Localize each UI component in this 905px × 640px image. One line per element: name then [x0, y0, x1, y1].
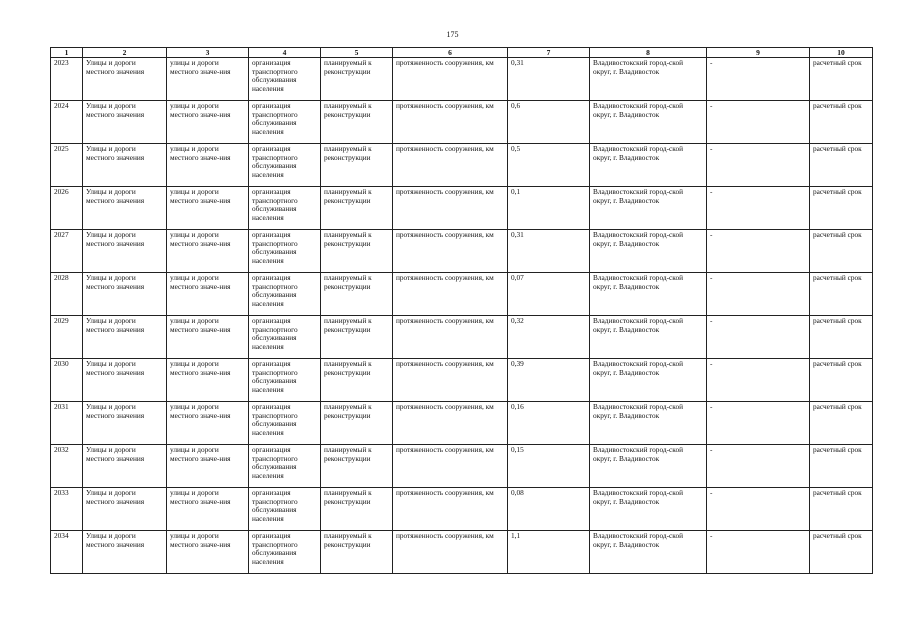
table-cell: - — [707, 144, 810, 187]
table-cell: 0,6 — [508, 101, 590, 144]
table-cell: планируемый к реконструкции — [321, 531, 393, 574]
table-cell: улицы и дороги местного значе-ния — [167, 187, 249, 230]
table-cell: расчетный срок — [810, 488, 873, 531]
table-cell: улицы и дороги местного значе-ния — [167, 101, 249, 144]
table-cell: улицы и дороги местного значе-ния — [167, 445, 249, 488]
column-header-9: 9 — [707, 48, 810, 58]
table-cell: - — [707, 230, 810, 273]
table-cell: организация транспортного обслуживания населения — [249, 402, 321, 445]
table-cell: улицы и дороги местного значе-ния — [167, 316, 249, 359]
page-number: 175 — [446, 30, 459, 39]
table-cell: 2033 — [51, 488, 83, 531]
table-cell: 1,1 — [508, 531, 590, 574]
table-cell: улицы и дороги местного значе-ния — [167, 144, 249, 187]
table-cell: 2026 — [51, 187, 83, 230]
table-row — [51, 445, 873, 488]
table-cell: организация транспортного обслуживания населения — [249, 58, 321, 101]
table-cell: - — [707, 273, 810, 316]
table-cell: планируемый к реконструкции — [321, 402, 393, 445]
table-cell: - — [707, 316, 810, 359]
table-cell: протяженность сооружения, км — [393, 58, 508, 101]
table-cell: Владивостокский город-ской округ, г. Владивосток — [590, 144, 707, 187]
table-cell: Улицы и дороги местного значения — [83, 402, 167, 445]
table-cell: организация транспортного обслуживания населения — [249, 187, 321, 230]
table-cell: 0,31 — [508, 58, 590, 101]
column-header-8: 8 — [590, 48, 707, 58]
column-header-2: 2 — [83, 48, 167, 58]
table-row — [51, 359, 873, 402]
table-cell: расчетный срок — [810, 144, 873, 187]
table-cell: - — [707, 531, 810, 574]
table-row — [51, 187, 873, 230]
column-header-4: 4 — [249, 48, 321, 58]
table-cell: Владивостокский город-ской округ, г. Владивосток — [590, 273, 707, 316]
table-cell: - — [707, 488, 810, 531]
table-cell: Улицы и дороги местного значения — [83, 230, 167, 273]
table-cell: протяженность сооружения, км — [393, 230, 508, 273]
table-cell: планируемый к реконструкции — [321, 273, 393, 316]
table-cell: расчетный срок — [810, 402, 873, 445]
table-cell: Владивостокский город-ской округ, г. Владивосток — [590, 402, 707, 445]
table-cell: протяженность сооружения, км — [393, 101, 508, 144]
table-cell: организация транспортного обслуживания населения — [249, 359, 321, 402]
table-cell: протяженность сооружения, км — [393, 359, 508, 402]
table-cell: расчетный срок — [810, 273, 873, 316]
table-cell: протяженность сооружения, км — [393, 187, 508, 230]
table-cell: расчетный срок — [810, 359, 873, 402]
table-cell: расчетный срок — [810, 531, 873, 574]
table-cell: организация транспортного обслуживания населения — [249, 531, 321, 574]
table-cell: улицы и дороги местного значе-ния — [167, 273, 249, 316]
table-cell: - — [707, 359, 810, 402]
table-cell: Улицы и дороги местного значения — [83, 531, 167, 574]
table-cell: Улицы и дороги местного значения — [83, 58, 167, 101]
table-cell: Владивостокский город-ской округ, г. Владивосток — [590, 488, 707, 531]
table-cell: Владивостокский город-ской округ, г. Владивосток — [590, 445, 707, 488]
table-cell: планируемый к реконструкции — [321, 316, 393, 359]
table-cell: протяженность сооружения, км — [393, 316, 508, 359]
table-cell: Владивостокский город-ской округ, г. Владивосток — [590, 359, 707, 402]
table-cell: - — [707, 445, 810, 488]
table-row — [51, 488, 873, 531]
table-cell: организация транспортного обслуживания населения — [249, 230, 321, 273]
infrastructure-table — [50, 47, 873, 574]
table-cell: Улицы и дороги местного значения — [83, 488, 167, 531]
table-cell: 2027 — [51, 230, 83, 273]
table-cell: Владивостокский город-ской округ, г. Владивосток — [590, 316, 707, 359]
table-cell: организация транспортного обслуживания населения — [249, 316, 321, 359]
table-cell: Владивостокский город-ской округ, г. Владивосток — [590, 230, 707, 273]
table-row — [51, 531, 873, 574]
table-cell: 2024 — [51, 101, 83, 144]
table-body — [51, 58, 873, 574]
table-row — [51, 316, 873, 359]
table-cell: планируемый к реконструкции — [321, 488, 393, 531]
table-cell: расчетный срок — [810, 101, 873, 144]
table-cell: протяженность сооружения, км — [393, 445, 508, 488]
column-header-7: 7 — [508, 48, 590, 58]
table-cell: организация транспортного обслуживания населения — [249, 101, 321, 144]
table-cell: 2025 — [51, 144, 83, 187]
table-cell: 0,39 — [508, 359, 590, 402]
table-cell: 0,1 — [508, 187, 590, 230]
column-header-10: 10 — [810, 48, 873, 58]
table-cell: Улицы и дороги местного значения — [83, 316, 167, 359]
table-cell: 0,32 — [508, 316, 590, 359]
table-cell: протяженность сооружения, км — [393, 273, 508, 316]
table-cell: расчетный срок — [810, 445, 873, 488]
table-cell: - — [707, 58, 810, 101]
table-cell: Улицы и дороги местного значения — [83, 144, 167, 187]
table-cell: протяженность сооружения, км — [393, 531, 508, 574]
table-cell: планируемый к реконструкции — [321, 101, 393, 144]
table-cell: улицы и дороги местного значе-ния — [167, 58, 249, 101]
header-row — [51, 48, 873, 58]
column-header-5: 5 — [321, 48, 393, 58]
table-cell: Улицы и дороги местного значения — [83, 445, 167, 488]
table-cell: расчетный срок — [810, 316, 873, 359]
table-cell: расчетный срок — [810, 58, 873, 101]
table-cell: Улицы и дороги местного значения — [83, 359, 167, 402]
table-row — [51, 58, 873, 101]
table-cell: протяженность сооружения, км — [393, 144, 508, 187]
table-row — [51, 144, 873, 187]
table-cell: 2023 — [51, 58, 83, 101]
table-row — [51, 273, 873, 316]
table-cell: Улицы и дороги местного значения — [83, 273, 167, 316]
table-cell: организация транспортного обслуживания населения — [249, 144, 321, 187]
table-cell: 0,16 — [508, 402, 590, 445]
table-row — [51, 101, 873, 144]
table-cell: улицы и дороги местного значе-ния — [167, 531, 249, 574]
table-cell: 2031 — [51, 402, 83, 445]
table-cell: 2032 — [51, 445, 83, 488]
table-cell: 2030 — [51, 359, 83, 402]
table-cell: 0,07 — [508, 273, 590, 316]
table-cell: планируемый к реконструкции — [321, 359, 393, 402]
table-row — [51, 230, 873, 273]
table-cell: 2028 — [51, 273, 83, 316]
table-cell: улицы и дороги местного значе-ния — [167, 402, 249, 445]
table-cell: - — [707, 101, 810, 144]
table-cell: организация транспортного обслуживания населения — [249, 488, 321, 531]
table-cell: планируемый к реконструкции — [321, 230, 393, 273]
table-cell: Владивостокский город-ской округ, г. Владивосток — [590, 531, 707, 574]
table-cell: планируемый к реконструкции — [321, 445, 393, 488]
table-cell: Владивостокский город-ской округ, г. Владивосток — [590, 101, 707, 144]
table-cell: улицы и дороги местного значе-ния — [167, 488, 249, 531]
table-cell: планируемый к реконструкции — [321, 187, 393, 230]
table-cell: организация транспортного обслуживания населения — [249, 273, 321, 316]
table-cell: планируемый к реконструкции — [321, 144, 393, 187]
table-cell: 2034 — [51, 531, 83, 574]
table-cell: Владивостокский город-ской округ, г. Владивосток — [590, 187, 707, 230]
table-cell: 2029 — [51, 316, 83, 359]
table-cell: 0,5 — [508, 144, 590, 187]
table-cell: - — [707, 187, 810, 230]
table-cell: планируемый к реконструкции — [321, 58, 393, 101]
table-row — [51, 402, 873, 445]
table-cell: улицы и дороги местного значе-ния — [167, 230, 249, 273]
table-cell: 0,08 — [508, 488, 590, 531]
column-header-6: 6 — [393, 48, 508, 58]
table-cell: Улицы и дороги местного значения — [83, 187, 167, 230]
column-header-1: 1 — [51, 48, 83, 58]
table-cell: - — [707, 402, 810, 445]
table-cell: 0,31 — [508, 230, 590, 273]
table-cell: протяженность сооружения, км — [393, 488, 508, 531]
table-cell: расчетный срок — [810, 230, 873, 273]
table-cell: расчетный срок — [810, 187, 873, 230]
table-cell: улицы и дороги местного значе-ния — [167, 359, 249, 402]
table-cell: Владивостокский город-ской округ, г. Владивосток — [590, 58, 707, 101]
table-cell: Улицы и дороги местного значения — [83, 101, 167, 144]
table-cell: 0,15 — [508, 445, 590, 488]
table-cell: организация транспортного обслуживания населения — [249, 445, 321, 488]
table-cell: протяженность сооружения, км — [393, 402, 508, 445]
column-header-3: 3 — [167, 48, 249, 58]
